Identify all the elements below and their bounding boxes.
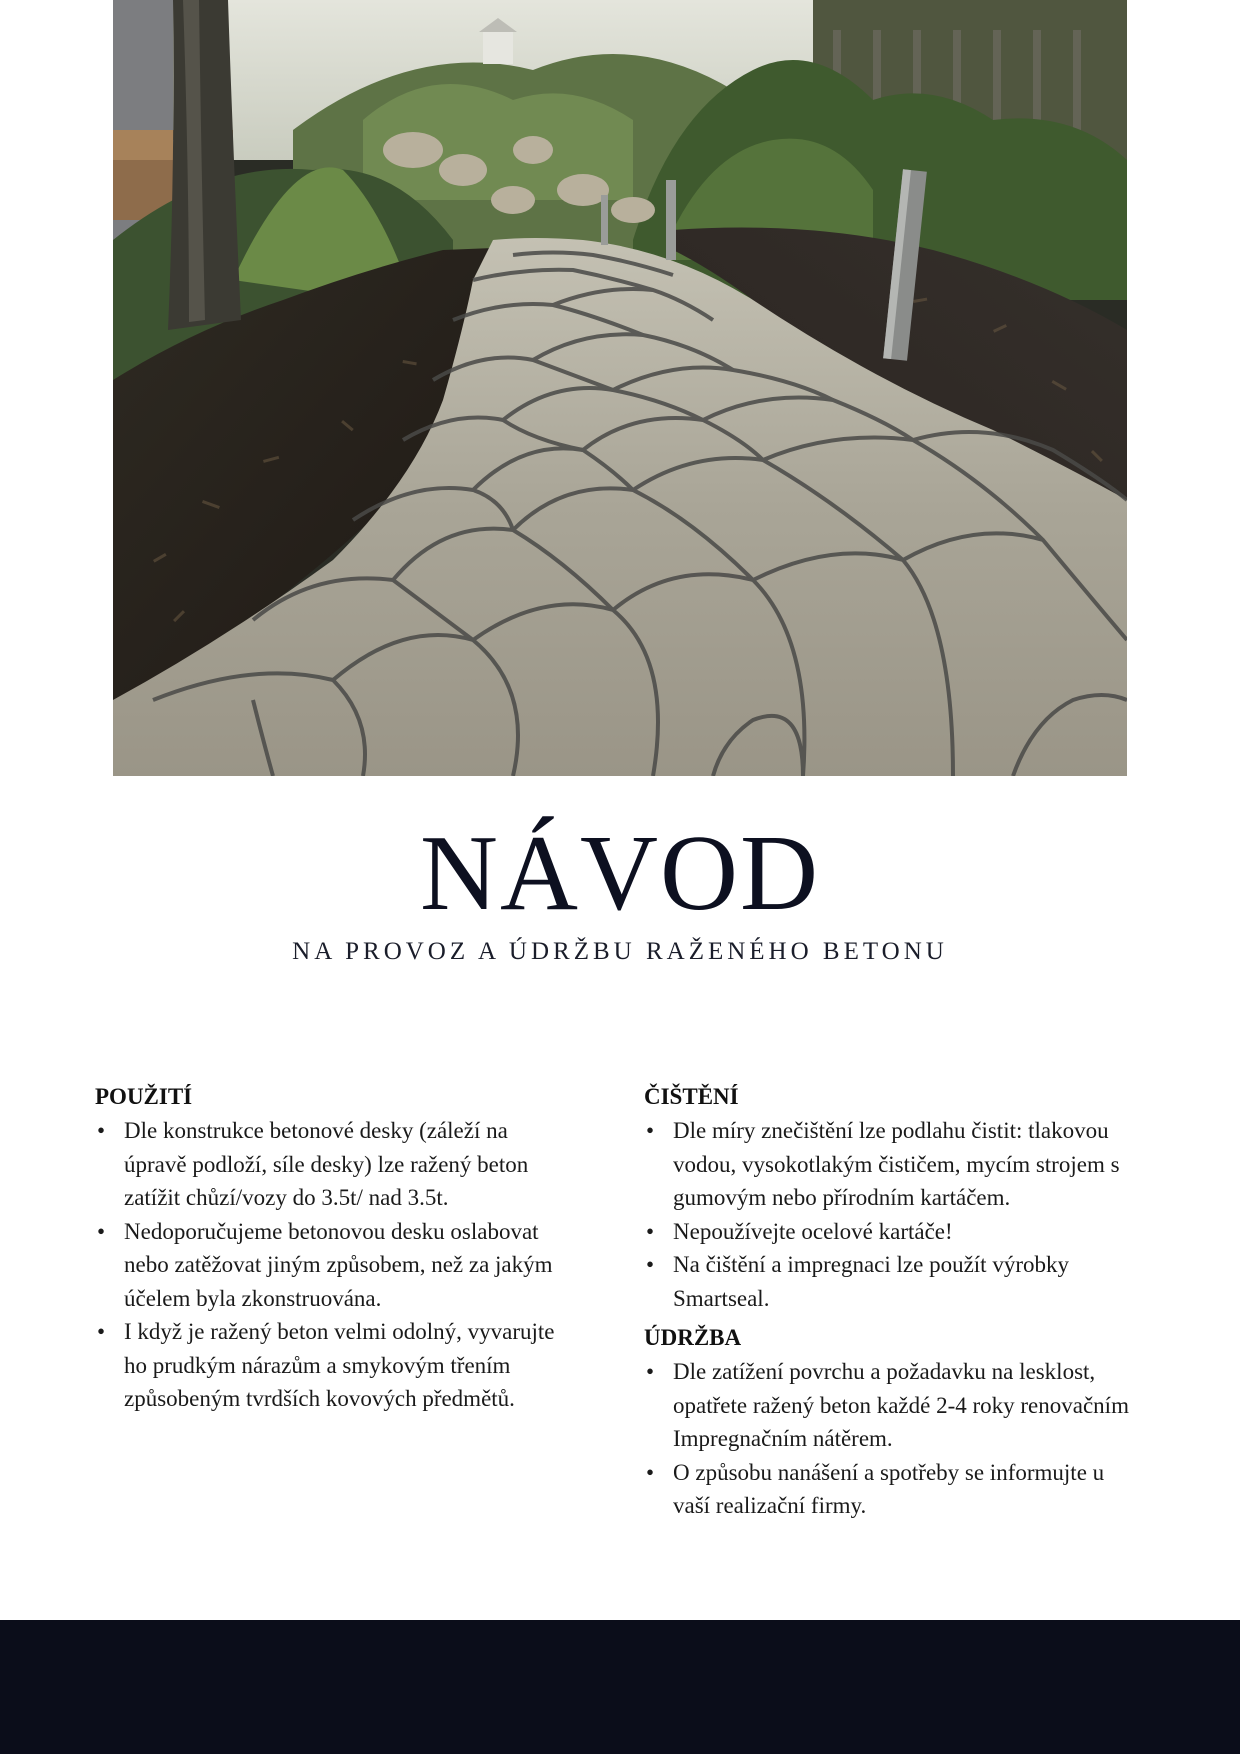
document-subtitle: NA PROVOZ A ÚDRŽBU RAŽENÉHO BETONU: [292, 938, 948, 965]
list-item: • Na čištění a impregnaci lze použít výrobky Smartseal.: [644, 1248, 1134, 1315]
list-item: • I když je ražený beton velmi odolný, vyvarujte ho prudkým nárazům a smykovým třením způsobeným tvrdších kovových předmětů.: [95, 1315, 575, 1416]
path-illustration: [113, 0, 1127, 776]
column-left: [95, 1080, 575, 1422]
column-right: [644, 1080, 1134, 1529]
section-heading-pouziti: POUŽITÍ: [95, 1084, 193, 1109]
list-item: • Nepoužívejte ocelové kartáče!: [644, 1215, 1134, 1249]
document-title: NÁVOD: [420, 814, 820, 933]
list-item: • Dle zatížení povrchu a požadavku na lesklost, opatřete ražený beton každé 2-4 roky renovačním Impregnačním nátěrem.: [644, 1355, 1134, 1456]
footer-band: [0, 1620, 1240, 1754]
list-pouziti: [95, 1114, 575, 1416]
list-item: • Nedoporučujeme betonovou desku oslabovat nebo zatěžovat jiným způsobem, než za jakým účelem byla zkonstruována.: [95, 1215, 575, 1316]
hero-photo-stamped-concrete-path: [113, 0, 1127, 776]
section-heading-udrzba: ÚDRŽBA: [644, 1325, 742, 1350]
list-item: • Dle konstrukce betonové desky (záleží na úpravě podloží, síle desky) lze ražený beton zatížit chůzí/vozy do 3.5t/ nad 3.5t.: [95, 1114, 575, 1215]
list-item: • O způsobu nanášení a spotřeby se informujte u vaší realizační firmy.: [644, 1456, 1134, 1523]
section-heading-cisteni: ČIŠTĚNÍ: [644, 1084, 739, 1109]
list-item: • Dle míry znečištění lze podlahu čistit: tlakovou vodou, vysokotlakým čističem, mycím strojem s gumovým nebo přírodním kartáčem.: [644, 1114, 1134, 1215]
list-cisteni: [644, 1114, 1134, 1315]
list-udrzba: [644, 1355, 1134, 1523]
